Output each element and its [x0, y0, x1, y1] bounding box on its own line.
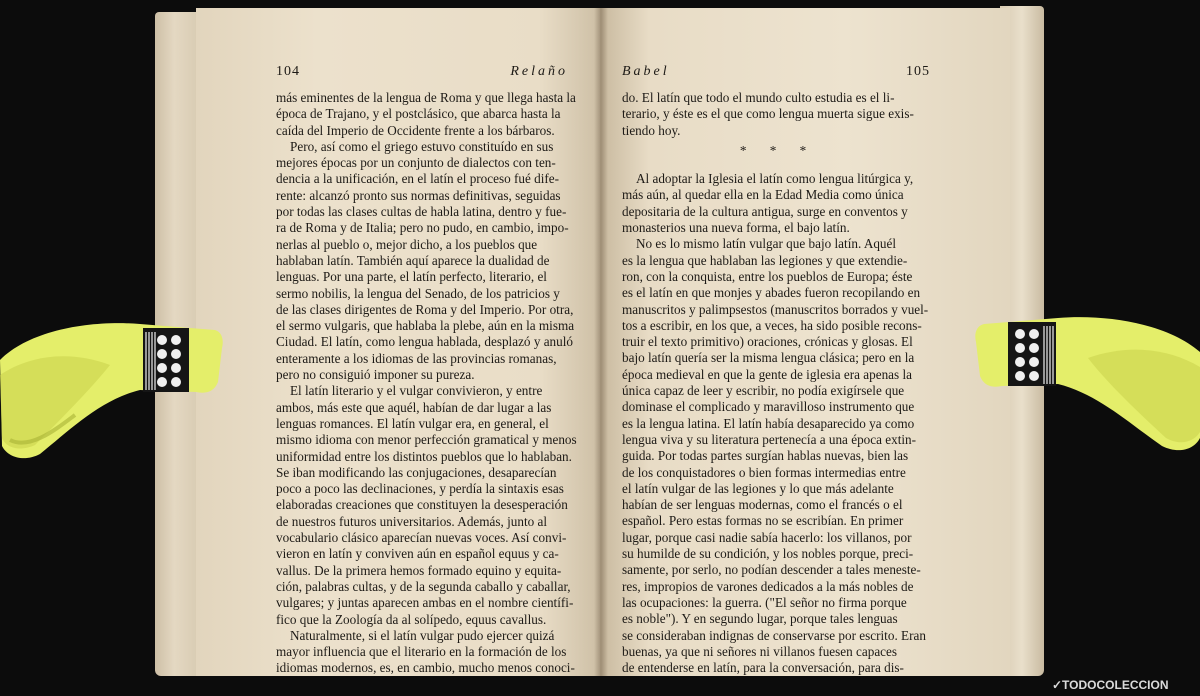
left-page-text — [276, 90, 577, 677]
text-line: depositaria de la cultura antigua, surge en conventos y — [622, 203, 908, 219]
text-line: única capaz de leer y escribir, no podía exigírsele que — [622, 383, 905, 399]
text-line: ron, con la conquista, entre los pueblos de Europa; éste — [622, 268, 913, 284]
text-line: más aún, al quedar ella en la Edad Media como única — [622, 187, 904, 203]
text-line: el sermo vulgaris, que hablaba la plebe, aún en la misma — [276, 318, 575, 334]
text-line: manuscritos y palimpsestos (manuscritos borrados y vuel- — [622, 301, 929, 317]
text-line: época medieval en que la gente de iglesia era apenas la — [622, 366, 912, 382]
text-line: vocabulario clásico aparecían nuevas voces. Así convi- — [276, 530, 567, 546]
text-line: ción, palabras cultas, y de la segunda caballo y caballar, — [276, 578, 571, 594]
text-line: fico que la Zoología da al solípedo, equus cavallus. — [276, 611, 547, 627]
text-line: vieron en latín y conviven aún en español equus y ca- — [276, 546, 559, 562]
text-line: El latín literario y el vulgar convivieron, y entre — [290, 383, 543, 399]
text-line: No es lo mismo latín vulgar que bajo latín. Aquél — [636, 236, 897, 252]
text-line: bajo latín quería ser la misma lengua clásica; pero en la — [622, 350, 915, 366]
clip-dot-strip-right — [1008, 322, 1056, 386]
text-line: uniformidad entre los distintos pueblos que lo hablaban. — [276, 448, 572, 464]
text-line: es noble"). Y en segundo lugar, porque tales lenguas — [622, 611, 898, 627]
text-line: mismo idioma con menor perfección gramatical y menos — [276, 432, 577, 448]
text-line: monasterios una nueva forma, el bajo latín. — [622, 220, 850, 236]
text-line: su humilde de su condición, y los nobles porque, preci- — [622, 546, 914, 562]
left-running-title: Relaño — [510, 64, 568, 79]
right-running-title: Babel — [622, 64, 670, 79]
text-line: enteramente a los idiomas de las provincias romanas, — [276, 350, 557, 366]
text-line: res, impropios de varones dedicados a la más nobles de — [622, 578, 914, 594]
text-line: dencia a la unificación, en el latín el proceso fué dife- — [276, 171, 560, 187]
right-page — [600, 8, 1010, 676]
text-line: de los conquistadores o bien formas intermedias entre — [622, 464, 906, 480]
svg-text:✓TODOCOLECCION: ✓TODOCOLECCION — [1052, 678, 1169, 692]
text-line: poco a poco las declinaciones, y perdía la sintaxis esas — [276, 481, 564, 497]
text-line: buenas, ya que ni señores ni villanos fuesen capaces — [622, 643, 898, 659]
text-line: caída del Imperio de Occidente frente a los bárbaros. — [276, 122, 555, 138]
section-break: * * * — [739, 142, 817, 158]
text-line: mayor influencia que el literario en la formación de los — [276, 644, 567, 660]
text-line: habían de ser lenguas modernas, como el francés o el — [622, 497, 903, 513]
text-line: español. Pero estas formas no se escribían. En primer — [622, 513, 904, 529]
clip-dot-strip-left — [143, 328, 189, 392]
text-line: samente, por serlo, no podían descender a tales meneste- — [622, 562, 921, 578]
text-line: ambos, más este que aquél, habían de dar lugar a las — [276, 399, 552, 415]
text-line: tiendo hoy. — [622, 122, 681, 138]
text-line: de las clases dirigentes de Roma y del Imperio. Por otra, — [276, 301, 574, 317]
text-line: es la lengua que hablaban las legiones y que extendie- — [622, 252, 908, 268]
text-line: dominase el complicado y maravilloso instrumento que — [622, 399, 915, 415]
text-line: terario, y éste es el que como lengua muerta sigue exis- — [622, 106, 914, 122]
text-line: idiomas modernos, es, en cambio, mucho menos conoci- — [276, 660, 575, 676]
text-line: hablaban latín. También aquí aparece la dualidad de — [276, 252, 550, 268]
text-line: tos a escribir, en los que, a veces, ha sido posible recons- — [622, 317, 922, 333]
right-page-text — [622, 90, 934, 676]
text-line: rente: alcanzó pronto sus normas definitivas, seguidas — [276, 187, 561, 203]
left-page-clip — [0, 320, 225, 460]
text-line: truir el texto primitivo) oraciones, crónicas y glosas. El — [622, 334, 913, 350]
text-line: época de Trajano, y el postclásico, que abarca hasta la — [276, 106, 561, 122]
text-line: sermo nobilis, la lengua del Senado, de los patricios y — [276, 285, 560, 301]
text-line: el latín vulgar de las legiones y lo que más adelante — [622, 480, 894, 496]
text-line: lugar, porque casi nadie sabía hacerlo: los villanos, por — [622, 529, 912, 545]
text-line: pero no consiguió imponer su pureza. — [276, 367, 475, 383]
left-page — [196, 8, 600, 676]
text-line: lenguas romances. El latín vulgar era, en general, el — [276, 415, 549, 431]
todocoleccion-watermark — [1052, 674, 1198, 694]
text-line: ra de Roma y de Italia; pero no pudo, en cambio, impo- — [276, 220, 569, 236]
text-line: de entenderse en latín, para la conversación, para dis- — [622, 660, 904, 676]
text-line: es la lengua latina. El latín había desaparecido ya como — [622, 415, 915, 431]
text-line: se consideraban indignas de conservarse por escrito. Eran — [622, 627, 926, 643]
text-line: más eminentes de la lengua de Roma y que llega hasta la — [276, 90, 576, 105]
book-gutter — [594, 8, 608, 676]
text-line: vallus. De la primera hemos formado equino y equita- — [276, 562, 562, 578]
left-page-number: 104 — [276, 64, 300, 79]
right-page-number: 105 — [906, 64, 930, 79]
text-line: nerlas al pueblo o, mejor dicho, a los pueblos que — [276, 236, 538, 252]
text-line: Ciudad. El latín, como lengua hablada, desplazó y anuló — [276, 334, 574, 350]
text-line: las ocupaciones: la guerra. ("El señor no firma porque — [622, 594, 907, 610]
text-line: elaboradas creaciones que constituyen la desesperación — [276, 497, 568, 513]
text-line: lenguas. Por una parte, el latín perfecto, literario, el — [276, 269, 547, 285]
text-line: Se iban modificando las conjugaciones, desaparecían — [276, 464, 557, 480]
text-line: Al adoptar la Iglesia el latín como lengua litúrgica y, — [636, 171, 914, 187]
text-line: do. El latín que todo el mundo culto estudia es el li- — [622, 90, 895, 105]
text-line: lengua viva y su literatura pertenecía a una época extin- — [622, 431, 917, 447]
text-line: mejores épocas por un conjunto de dialectos con ten- — [276, 155, 556, 171]
text-line: vulgares; y juntas aparecen ambas en el nombre científi- — [276, 595, 574, 611]
right-page-clip — [972, 312, 1200, 452]
text-line: de nuestros futuros universitarios. Además, junto al — [276, 513, 548, 529]
text-line: guida. Por todas partes surgían hablas nuevas, bien las — [622, 448, 909, 464]
text-line: por todas las clases cultas de habla latina, dentro y fue- — [276, 204, 567, 220]
text-line: Naturalmente, si el latín vulgar pudo ejercer quizá — [290, 627, 555, 643]
text-line: es el latín en que monjes y abades fueron recopilando en — [622, 285, 921, 301]
text-line: Pero, así como el griego estuvo constituído en sus — [290, 138, 554, 154]
